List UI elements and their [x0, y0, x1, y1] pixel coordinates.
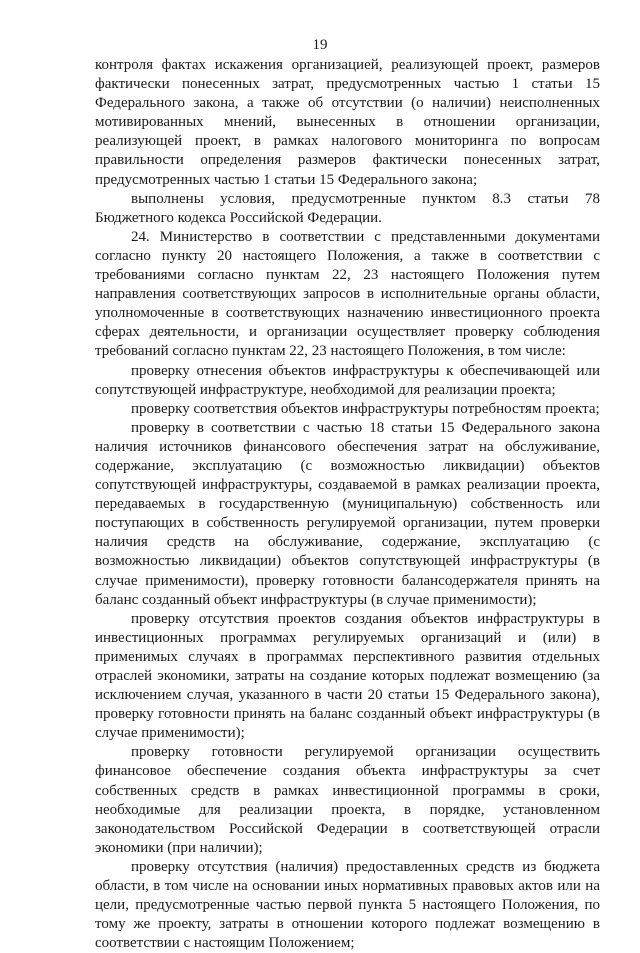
paragraph-check-regulated-organization: проверку готовности регулируемой организации осуществить финансовое обеспечение создания объекта инфраструктуры за счет собственных средств в рамках инвестиционной программы в сроки, необходимые для реализации проекта, в порядке, установленном законодательством Российской Федерации в соответствующей отрасли экономики (при наличии); — [95, 744, 600, 856]
paragraph-check-budget-funds: проверку отсутствия (наличия) предоставленных средств из бюджета области, в том числе на основании иных нормативных правовых актов или на цели, предусмотренные частью первой пункта 5 настоящего Положения, по тому же проекту, затраты в отношении которого подлежат возмещению в соответствии с настоящим Положением; — [95, 858, 600, 952]
paragraph-continuation: контроля фактах искажения организацией, реализующей проект, размеров фактически понесенных затрат, предусмотренных частью 1 статьи 15 Федерального закона, а также об отсутствии (о наличии) неисполненных мотивированных мнений, вынесенных в отношении организации, реализующей проект, в рамках налогового мониторинга по вопросам правильности определения размеров фактически понесенных затрат, предусмотренных частью 1 статьи 15 Федерального закона; — [95, 57, 600, 188]
page-number: 19 — [312, 37, 328, 53]
paragraph-check-financing-sources: проверку в соответствии с частью 18 статьи 15 Федерального закона наличия источников финансового обеспечения затрат на обслуживание, содержание, эксплуатацию (с возможностью ликвидации) объектов сопутствующей инфраструктуры, создаваемой в рамках реализации проекта, передаваемых в государственную (муниципальную) собственность или поступающих в собственность регулируемой организации, путем проверки наличия средств на обслуживание, содержание, эксплуатацию (с возможностью ликвидации) объектов сопутствующей инфраструктуры (в случае применимости), проверку готовности балансодержателя принять на баланс созданный объект инфраструктуры (в случае применимости); — [95, 419, 600, 608]
paragraph-check-infrastructure-type: проверку отнесения объектов инфраструктуры к обеспечивающей или сопутствующей инфраструктуре, необходимой для реализации проекта; — [95, 362, 600, 398]
paragraph-check-investment-programs: проверку отсутствия проектов создания объектов инфраструктуры в инвестиционных программах регулируемых организаций и (или) в применимых случаях в программах перспективного развития отдельных отраслей экономики, затраты на создание которых подлежат возмещению (за исключением случая, указанного в части 20 статьи 15 Федерального закона), проверку готовности принять на баланс созданный объект инфраструктуры (в случае применимости); — [95, 610, 600, 742]
document-body — [95, 56, 600, 953]
paragraph-condition-budget-code: выполнены условия, предусмотренные пунктом 8.3 статьи 78 Бюджетного кодекса Российской Федерации. — [95, 190, 600, 226]
paragraph-check-project-needs: проверку соответствия объектов инфраструктуры потребностям проекта; — [131, 400, 600, 417]
paragraph-item-24: 24. Министерство в соответствии с представленными документами согласно пункту 20 настоящего Положения, а также в соответствии с требованиями согласно пунктам 22, 23 настоящего Положения путем направления соответствующих запросов в исполнительные органы области, уполномоченные в соответствующих назначению инвестиционного проекта сферах деятельности, и организации осуществляет проверку соблюдения требований согласно пунктам 22, 23 настоящего Положения, в том числе: — [95, 228, 600, 360]
